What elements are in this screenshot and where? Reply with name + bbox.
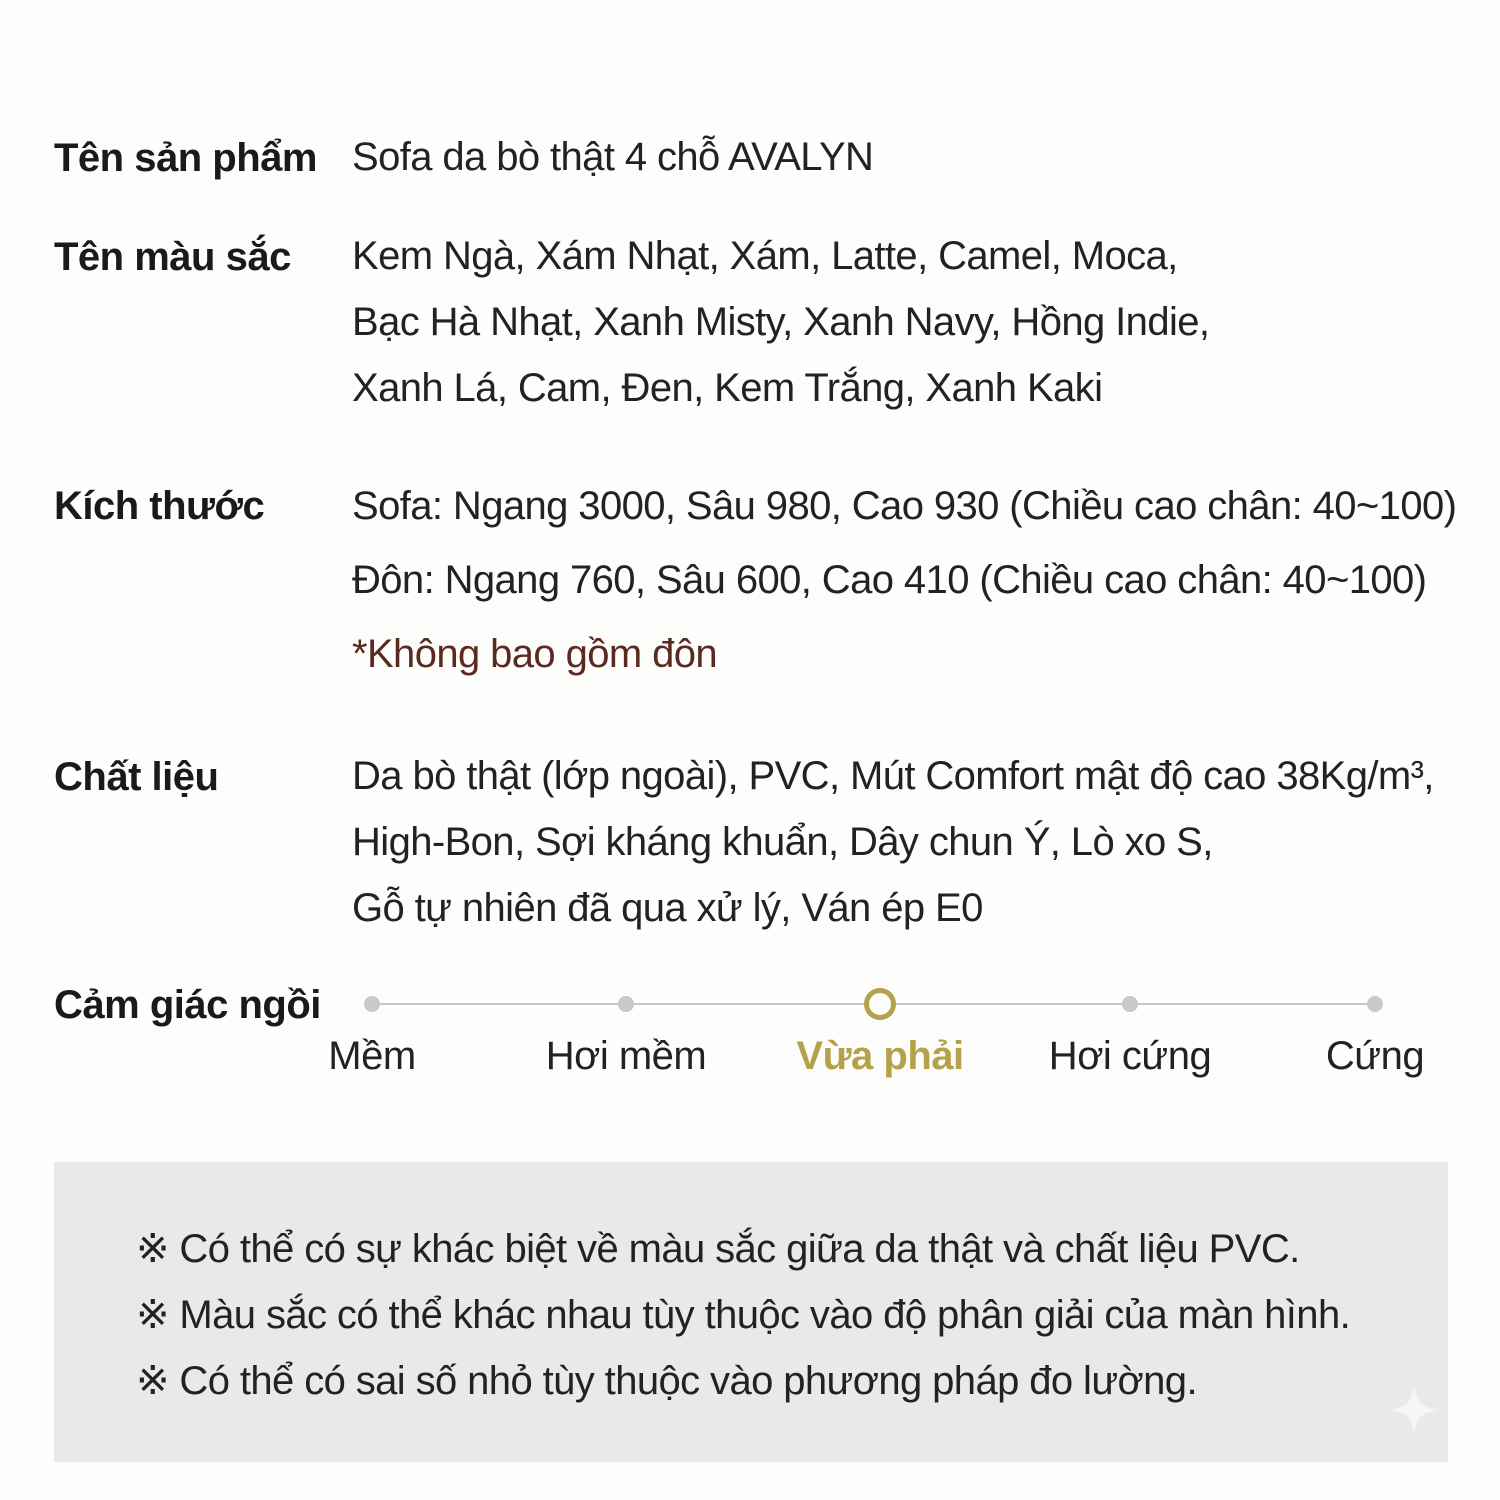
color-names-label: Tên màu sắc [54, 235, 291, 279]
dimensions-sofa-line: Sofa: Ngang 3000, Sâu 980, Cao 930 (Chiều cao chân: 40~100) [352, 484, 1457, 528]
color-names-line: Xanh Lá, Cam, Đen, Kem Trắng, Xanh Kaki [352, 366, 1103, 410]
product-name-value [352, 124, 873, 190]
comfort-option-label: Cứng [1325, 1034, 1425, 1078]
materials-line: Da bò thật (lớp ngoài), PVC, Mút Comfort mật độ cao 38Kg/m³, [352, 754, 1434, 798]
disclaimer-note: ※ Có thể có sự khác biệt về màu sắc giữa da thật và chất liệu PVC. [136, 1227, 1300, 1271]
dimensions-label: Kích thước [54, 484, 265, 528]
color-names-line: Bạc Hà Nhạt, Xanh Misty, Xanh Navy, Hồng Indie, [352, 300, 1210, 344]
materials-value [352, 743, 1434, 941]
comfort-dot [618, 996, 634, 1012]
comfort-option-label: Mềm [328, 1034, 416, 1078]
comfort-dot [364, 996, 380, 1012]
dimensions-note: *Không bao gồm đôn [352, 632, 718, 676]
comfort-label: Cảm giác ngồi [54, 983, 321, 1027]
comfort-option-label-selected: Vừa phải [796, 1034, 964, 1078]
disclaimer-box [54, 1162, 1448, 1462]
comfort-dot [1367, 996, 1383, 1012]
materials-line: Gỗ tự nhiên đã qua xử lý, Ván ép E0 [352, 886, 983, 930]
comfort-option-label: Hơi mềm [545, 1034, 707, 1078]
product-name-text: Sofa da bò thật 4 chỗ AVALYN [352, 135, 874, 179]
comfort-dot-selected [864, 988, 896, 1020]
disclaimer-note: ※ Màu sắc có thể khác nhau tùy thuộc vào độ phân giải của màn hình. [136, 1293, 1351, 1337]
comfort-option-label: Hơi cứng [1048, 1034, 1212, 1078]
product-name-label: Tên sản phẩm [54, 136, 317, 180]
sparkle-icon [1386, 1382, 1442, 1438]
dimensions-ottoman-line: Đôn: Ngang 760, Sâu 600, Cao 410 (Chiều cao chân: 40~100) [352, 558, 1427, 602]
dimensions-value [352, 469, 1456, 691]
materials-label: Chất liệu [54, 755, 219, 799]
materials-line: High-Bon, Sợi kháng khuẩn, Dây chun Ý, Lò xo S, [352, 820, 1213, 864]
comfort-dot [1122, 996, 1138, 1012]
color-names-line: Kem Ngà, Xám Nhạt, Xám, Latte, Camel, Moca, [352, 234, 1178, 278]
color-names-value [352, 223, 1209, 421]
disclaimer-note: ※ Có thể có sai số nhỏ tùy thuộc vào phương pháp đo lường. [136, 1359, 1197, 1403]
